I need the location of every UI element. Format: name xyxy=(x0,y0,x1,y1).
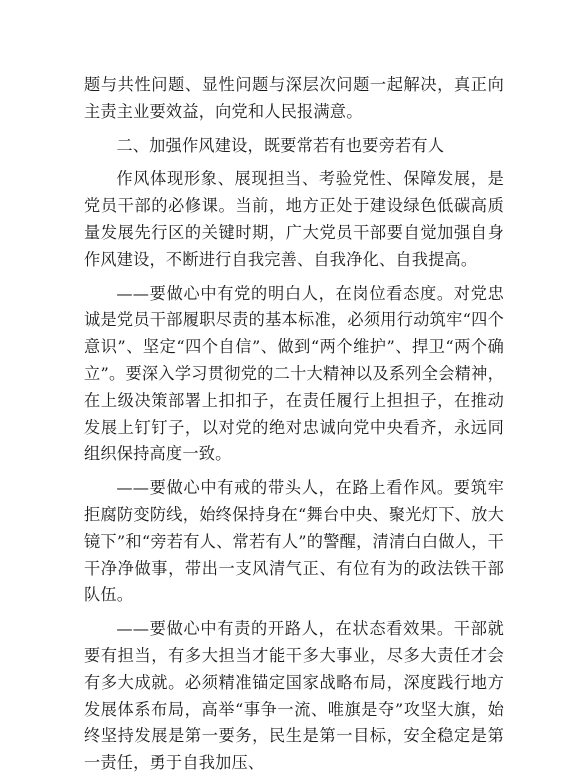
section-heading: 二、加强作风建设，既要常若有也要旁若有人 xyxy=(116,135,445,155)
paragraph-gap xyxy=(84,468,504,475)
paragraph-style-building: 作风体现形象、展现担当、考验党性、保障发展，是党员干部的必修课。当前，地方正处于建设绿色低碳高质量发展先行区的关键时期，广大党员干部要自觉加强自身作风建设，不断进行自我完善、自我净化、自我提高。 xyxy=(84,169,504,269)
paragraph-continuation: 题与共性问题、显性问题与深层次问题一起解决，真正向主责主业要效益，向党和人民报满意。 xyxy=(84,75,504,121)
paragraph-loyalty: ——要做心中有党的明白人，在岗位看态度。对党忠诚是党员干部履职尽责的基本标准，必须用行动筑牢“四个意识”、坚定“四个自信”、做到“两个维护”、捍卫“两个确立”。要深入学习贯彻党的二十大精神以及系列全会精神，在上级决策部署上扣扣子，在责任履行上担担子，在推动发展上钉钉子，以对党的绝对忠诚向党中央看齐，永远同组织保持高度一致。 xyxy=(84,283,504,464)
paragraph-responsibility: ——要做心中有责的开路人，在状态看效果。干部就要有担当，有多大担当才能干多大事业，尽多大责任才会有多大成就。必须精准锚定国家战略布局，深度践行地方发展体系布局，高举“事争一流、唯旗是夺”攻坚大旗，始终坚持发展是第一要务，民生是第一目标，安全稳定是第一责任，勇于自我加压、 xyxy=(84,619,504,773)
paragraph-gap xyxy=(84,126,504,133)
paragraph-gap xyxy=(84,609,504,616)
paragraph-discipline: ——要做心中有戒的带头人，在路上看作风。要筑牢拒腐防变防线，始终保持身在“舞台中央、聚光灯下、放大镜下”和“旁若有人、常若有人”的警醒，清清白白做人，干干净净做事，带出一支风清气正、有位有为的政法铁干部队伍。 xyxy=(84,478,504,605)
paragraph-gap xyxy=(84,159,504,166)
paragraph-gap xyxy=(84,274,504,281)
document-page xyxy=(84,72,504,777)
